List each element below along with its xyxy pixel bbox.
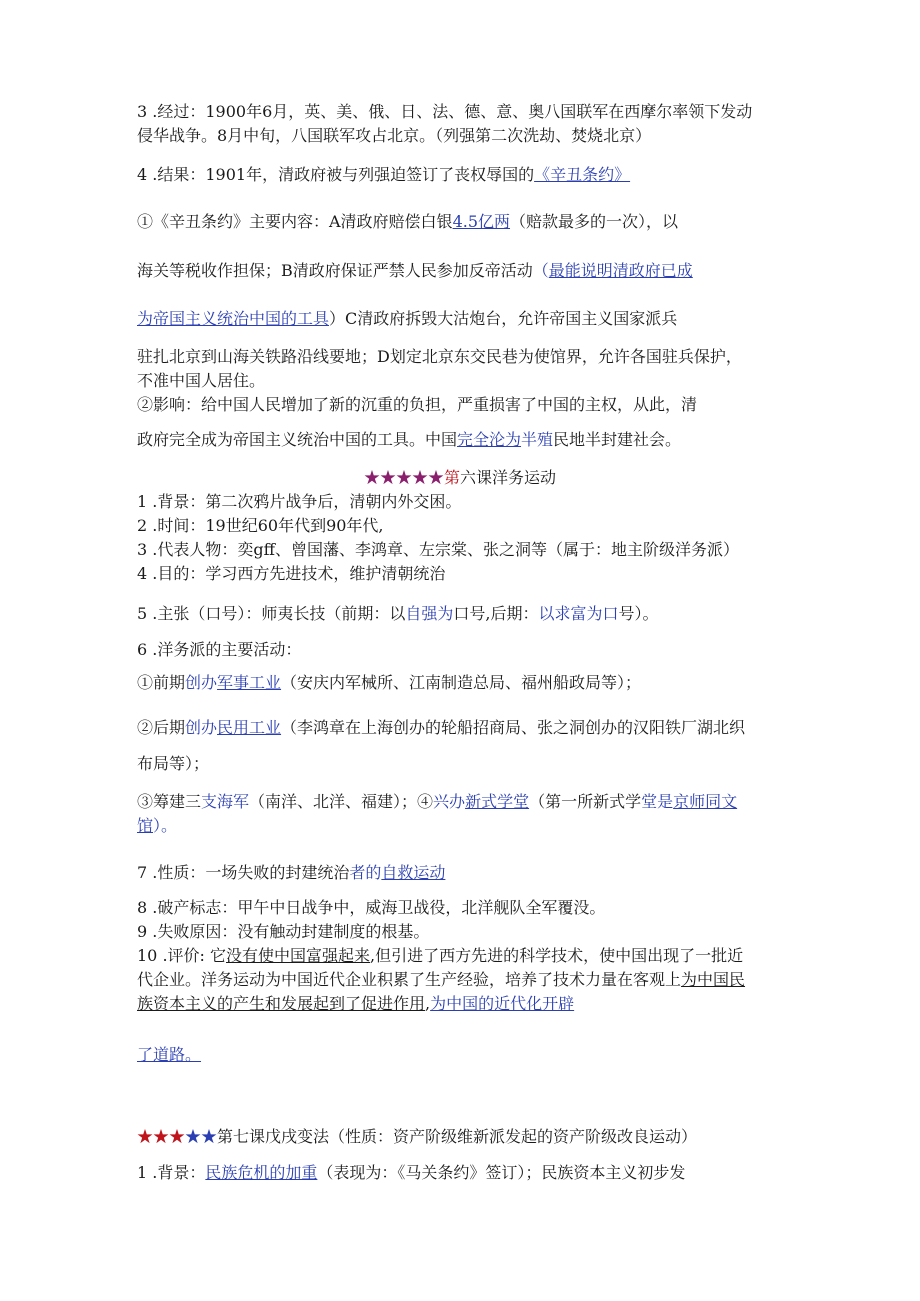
importance-stars-icon: ★★★ [137, 1127, 186, 1146]
lesson7-background [137, 1161, 797, 1185]
text-segment: 5 .主张（口号）：师夷长技（前期：以 [137, 604, 406, 623]
title-text: 第七课戊戌变法（性质：资产阶级维新派发起的资产阶级改良运动） [217, 1127, 698, 1146]
text-segment: （赔款最多的一次），以 [510, 212, 679, 231]
text-segment: （南洋、北洋、福建）；④ [249, 792, 434, 811]
text-line: 侵华战争。8月中旬，八国联军攻占北京。（列强第二次洗劫、焚烧北京） [137, 126, 652, 145]
text-segment: （安庆内军械所、江南制造总局、福州船政局等）； [281, 673, 642, 692]
list-item: 9 .失败原因：没有触动封建制度的根基。 [137, 922, 430, 941]
activity-1 [137, 671, 797, 695]
activity-2 [137, 716, 797, 740]
list-item: 8 .破产标志：甲午中日战争中，威海卫战役，北洋舰队全军覆没。 [137, 898, 606, 917]
text-segment: （第一所新式学 [529, 792, 642, 811]
self-rescue-link[interactable]: 自救运动 [381, 863, 446, 882]
title-prefix: 第 [443, 468, 460, 487]
text-segment: ）。 [153, 816, 178, 835]
activity-3-cont [137, 814, 797, 838]
civil-industry-link[interactable]: 民用工业 [217, 718, 282, 737]
text-segment: ②后期 [137, 718, 186, 737]
text-segment: , [425, 994, 431, 1013]
text-segment: ）C清政府拆毁大沽炮台，允许帝国主义国家派兵 [329, 309, 678, 328]
text-segment: 1 .背景： [137, 1163, 206, 1182]
text-segment: 政府完全成为帝国主义统治中国的工具。中国 [137, 430, 458, 449]
text-segment: 自强为 [405, 604, 454, 623]
modernization-link[interactable]: 为中国的近代化开辟 [430, 994, 575, 1013]
text-segment: ,但引进了西方先进的科学技术，使中国出现了一批近 [370, 946, 744, 965]
influence-line [137, 428, 797, 452]
text-line: 3 .经过：1900年6月，英、美、俄、日、法、德、意、奥八国联军在西摩尔率领下发动 [137, 102, 753, 121]
indemnity-link[interactable]: 4.5亿两 [452, 212, 511, 231]
text-segment: 10 .评价: 它 [137, 946, 227, 965]
text-segment: 7 .性质：一场失败的封建统治 [137, 863, 350, 882]
list-item: 1 .背景：第二次鸦片战争后，清朝内外交困。 [137, 492, 462, 511]
military-industry-link[interactable]: 军事工业 [217, 673, 282, 692]
activity-3 [137, 790, 797, 814]
national-crisis-link[interactable]: 民族危机的加重 [205, 1163, 318, 1182]
text-segment: （表现为：《马关条约》签订）；民族资本主义初步发 [317, 1163, 686, 1182]
text-segment: 堂是 [641, 792, 674, 811]
text-segment: ①《辛丑条约》主要内容：A清政府赔偿白银 [137, 212, 453, 231]
text-segment: 民地半封建社会。 [553, 430, 682, 449]
lesson6-items [137, 490, 797, 586]
text-segment: 创办 [185, 718, 218, 737]
lesson7-title [137, 1125, 797, 1149]
text-segment: ③筹建三 [137, 792, 202, 811]
text-segment: 半殖 [521, 430, 554, 449]
title-text: 六课洋务运动 [460, 468, 557, 487]
text-segment: 者的 [349, 863, 382, 882]
text-segment: （李鸿章在上海创办的轮船招商局、张之洞创办的汉阳铁厂湖北织 [281, 718, 746, 737]
list-item: 3 .代表人物：奕gff、曾国藩、李鸿章、左宗棠、张之洞等（属于：地主阶级洋务派） [137, 540, 739, 559]
text-segment: 支海军 [201, 792, 250, 811]
text-segment: 口号,后期： [453, 604, 539, 623]
text-line: ②影响：给中国人民增加了新的沉重的负担，严重损害了中国的主权，从此，清 [137, 395, 698, 414]
qing-tool-link-cont[interactable]: 为帝国主义统治中国的工具 [137, 309, 330, 328]
evaluation-line-4 [137, 1043, 797, 1067]
text-segment: ①前期 [137, 673, 186, 692]
importance-stars-icon: ★★★★★ [363, 468, 444, 487]
text-line: 驻扎北京到山海关铁路沿线要地；D划定北京东交民巷为使馆界，允许各国驻兵保护， [137, 347, 742, 366]
new-school-link[interactable]: 新式学堂 [465, 792, 530, 811]
lesson6-items-2 [137, 896, 797, 1016]
text-segment: 代企业。洋务运动为中国近代企业积累了生产经验，培养了技术力量在客观上 [137, 970, 682, 989]
underlined-text: 族资本主义的产生和发展起到了促进作用 [137, 994, 426, 1013]
evaluation-line-3 [137, 992, 797, 1016]
list-item: 2 .时间：19世纪60年代到90年代, [137, 516, 384, 535]
underlined-text: 为中国民 [681, 970, 746, 989]
paragraph-result [137, 163, 797, 187]
underlined-text: 没有使中国富强起来 [226, 946, 371, 965]
treaty-content-line-4 [137, 345, 797, 417]
text-segment: 海关等税收作担保；B清政府保证严禁人民参加反帝活动 [137, 261, 533, 280]
text-segment: 号）。 [618, 604, 659, 623]
lesson6-title [0, 466, 920, 490]
text-segment: （ [532, 261, 549, 280]
qing-tool-link[interactable]: 最能说明清政府已成 [548, 261, 693, 280]
nature-line [137, 861, 797, 885]
text-segment: 创办 [185, 673, 218, 692]
text-segment: 4 .结果：1901年，清政府被与列强迫签订了丧权辱国的 [137, 165, 535, 184]
treaty-content-line-3 [137, 307, 797, 331]
activity-2-cont: 布局等）； [137, 754, 210, 773]
treaty-link[interactable]: 《辛丑条约》 [534, 165, 631, 184]
tongwenguan-link[interactable]: 京师同文 [673, 792, 738, 811]
paragraph-process [137, 100, 797, 148]
text-segment: 兴办 [433, 792, 466, 811]
treaty-content-line-2 [137, 259, 797, 283]
semi-colony-link[interactable]: 完全沦为 [457, 430, 522, 449]
importance-stars-icon: ★★ [185, 1127, 218, 1146]
text-segment: 以求富为口 [538, 604, 619, 623]
list-item: 6 .洋务派的主要活动： [137, 640, 302, 659]
tongwenguan-link-cont[interactable]: 馆 [137, 816, 154, 835]
evaluation-line-1 [137, 944, 797, 968]
text-line: 不准中国人居住。 [137, 371, 266, 390]
list-item-slogan [137, 602, 797, 626]
treaty-content-line-1 [137, 210, 797, 234]
list-item: 4 .目的：学习西方先进技术，维护清朝统治 [137, 564, 446, 583]
modernization-link-cont[interactable]: 了道路。 [137, 1045, 202, 1064]
evaluation-line-2 [137, 968, 797, 992]
